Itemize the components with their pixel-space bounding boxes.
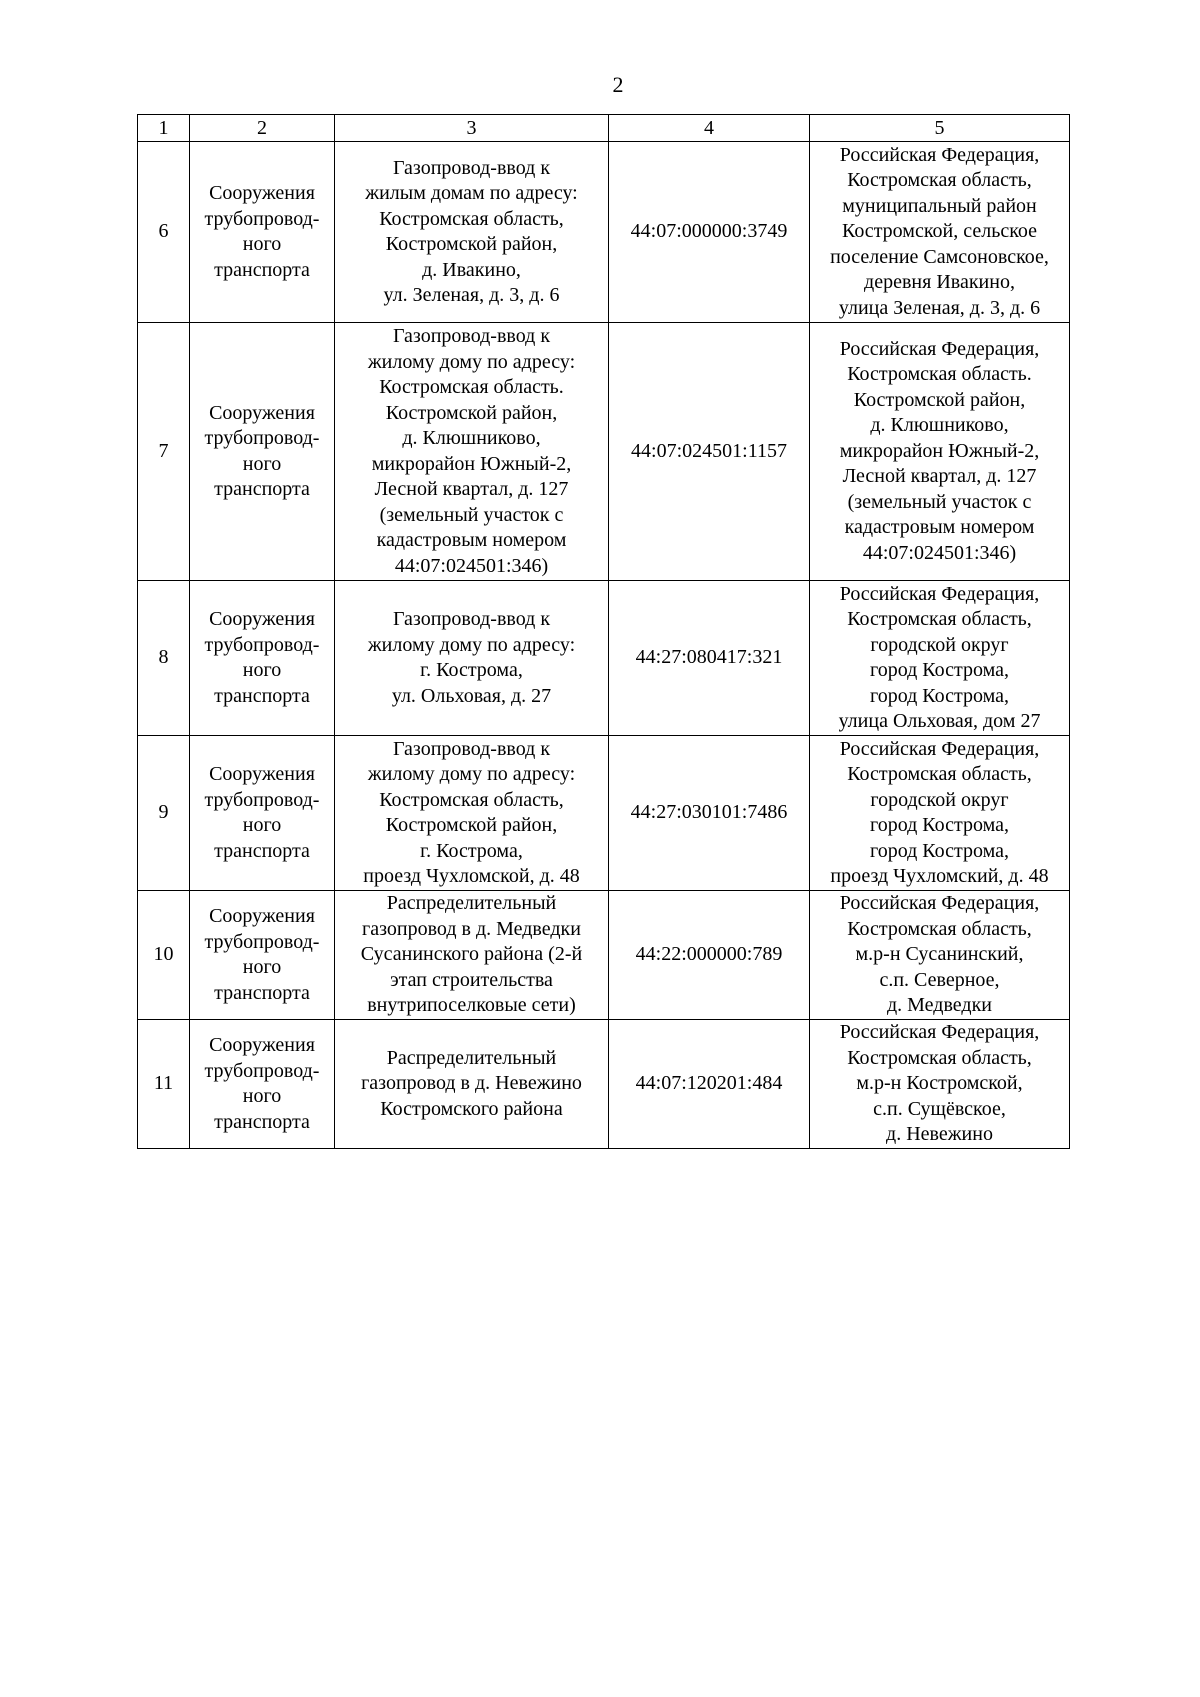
row-number: 11 <box>138 1020 190 1149</box>
object-name: Газопровод-ввод к жилому дому по адресу: г. Кострома, ул. Ольховая, д. 27 <box>335 581 609 736</box>
column-header-type: 2 <box>190 115 335 142</box>
cadastral-number: 44:27:030101:7486 <box>609 736 810 891</box>
object-type: Сооружения трубопровод- ного транспорта <box>190 581 335 736</box>
object-address: Российская Федерация, Костромская область, м.р-н Сусанинский, с.п. Северное, д. Медведки <box>810 891 1070 1020</box>
object-type: Сооружения трубопровод- ного транспорта <box>190 736 335 891</box>
object-name: Газопровод-ввод к жилому дому по адресу: Костромская область, Костромской район, г. Кострома, проезд Чухломской, д. 48 <box>335 736 609 891</box>
object-type: Сооружения трубопровод- ного транспорта <box>190 323 335 581</box>
object-type: Сооружения трубопровод- ного транспорта <box>190 891 335 1020</box>
row-number: 8 <box>138 581 190 736</box>
column-header-name: 3 <box>335 115 609 142</box>
object-address: Российская Федерация, Костромская область, городской округ город Кострома, город Кострома, улица Ольховая, дом 27 <box>810 581 1070 736</box>
object-type: Сооружения трубопровод- ного транспорта <box>190 1020 335 1149</box>
row-number: 6 <box>138 142 190 323</box>
cadastral-number: 44:07:024501:1157 <box>609 323 810 581</box>
table-row <box>138 581 1070 736</box>
table-row <box>138 323 1070 581</box>
property-registry-table <box>137 114 1070 1149</box>
table-header-row <box>138 115 1070 142</box>
object-name: Газопровод-ввод к жилому дому по адресу: Костромская область. Костромской район, д. Клюшниково, микрорайон Южный-2, Лесной квартал, д. 127 (земельный участок с кадастровым номером 44:07:024501:346) <box>335 323 609 581</box>
table-row <box>138 142 1070 323</box>
table-row <box>138 891 1070 1020</box>
object-name: Распределительный газопровод в д. Невежино Костромского района <box>335 1020 609 1149</box>
column-header-cadastral-number: 4 <box>609 115 810 142</box>
cadastral-number: 44:07:120201:484 <box>609 1020 810 1149</box>
table-row <box>138 736 1070 891</box>
object-name: Газопровод-ввод к жилым домам по адресу: Костромская область, Костромской район, д. Ивакино, ул. Зеленая, д. 3, д. 6 <box>335 142 609 323</box>
object-type: Сооружения трубопровод- ного транспорта <box>190 142 335 323</box>
page-number: 2 <box>612 72 624 97</box>
object-name: Распределительный газопровод в д. Медведки Сусанинского района (2-й этап строительства внутрипоселковые сети) <box>335 891 609 1020</box>
cadastral-number: 44:07:000000:3749 <box>609 142 810 323</box>
column-header-address: 5 <box>810 115 1070 142</box>
cadastral-number: 44:22:000000:789 <box>609 891 810 1020</box>
row-number: 7 <box>138 323 190 581</box>
object-address: Российская Федерация, Костромская область, муниципальный район Костромской, сельское поселение Самсоновское, деревня Ивакино, улица Зеленая, д. 3, д. 6 <box>810 142 1070 323</box>
table-row <box>138 1020 1070 1149</box>
object-address: Российская Федерация, Костромская область, городской округ город Кострома, город Кострома, проезд Чухломский, д. 48 <box>810 736 1070 891</box>
object-address: Российская Федерация, Костромская область. Костромской район, д. Клюшниково, микрорайон Южный-2, Лесной квартал, д. 127 (земельный участок с кадастровым номером 44:07:024501:346) <box>810 323 1070 581</box>
row-number: 10 <box>138 891 190 1020</box>
cadastral-number: 44:27:080417:321 <box>609 581 810 736</box>
object-address: Российская Федерация, Костромская область, м.р-н Костромской, с.п. Сущёвское, д. Невежино <box>810 1020 1070 1149</box>
row-number: 9 <box>138 736 190 891</box>
column-header-number: 1 <box>138 115 190 142</box>
